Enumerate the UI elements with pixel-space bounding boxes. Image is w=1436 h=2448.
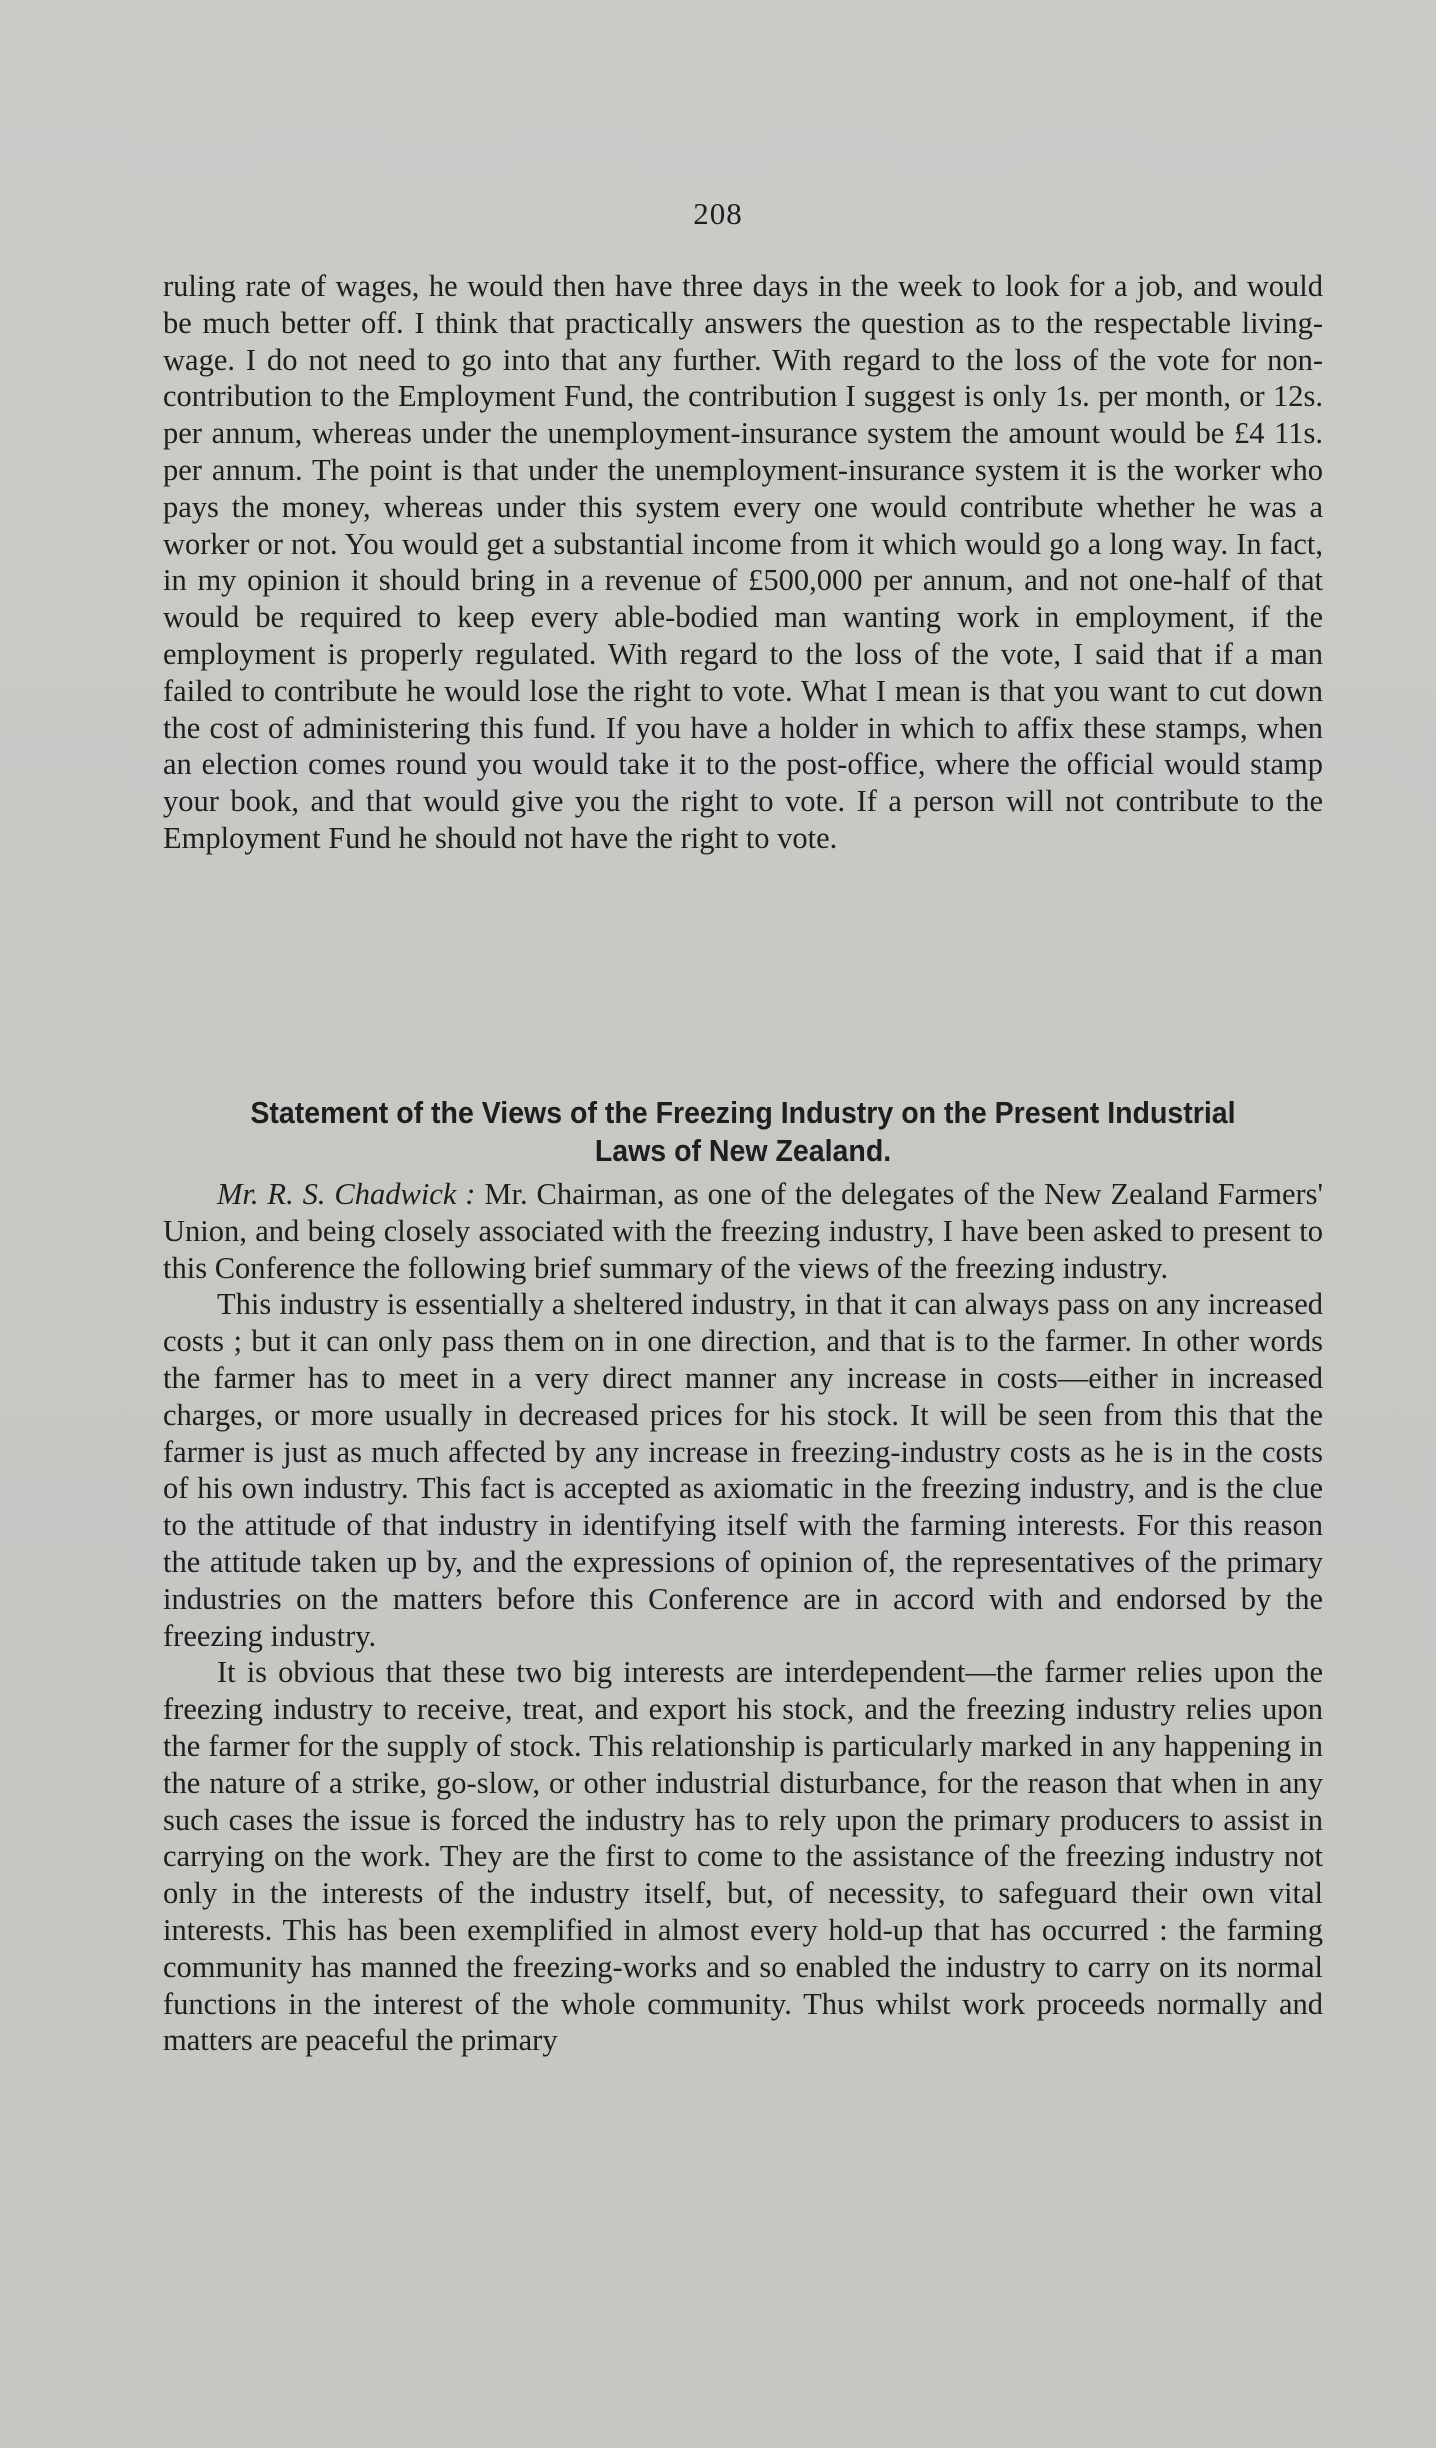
paragraph: This industry is essentially a sheltered industry, in that it can always pass on any increased costs ; but it can only pass them on in one direction, and that is to the farmer. In other words the farmer has to meet in a very direct manner any increase in costs—either in increased charges, or more usually in decreased prices for his stock. It will be seen from this that the farmer is just as much affected by any increase in freezing-industry costs as he is in the costs of his own industry. This fact is accepted as axiomatic in the freezing industry, and is the clue to the attitude of that industry in identifying itself with the farming interests. For this reason the attitude taken up by, and the expressions of opinion of, the representatives of the primary industries on the matters before this Conference are in accord with and endorsed by the freezing industry. [163,1287,1323,1653]
section-heading [209,1094,1276,1170]
page-number: 208 [693,196,743,231]
section-heading-line: Statement of the Views of the Freezing Industry on the Present Industrial [250,1095,1236,1130]
paragraph-text: Mr. Chairman, as one of the delegates of the New Zealand Farmers' Union, and being closely associated with the freezing industry, I have been asked to present to this Conference the following brief summary of the views of the freezing industry. [163,1177,1324,1285]
continuation-text [163,268,1323,857]
paragraph: ruling rate of wages, he would then have three days in the week to look for a job, and would be much better off. I think that practically answers the question as to the respectable living-wage. I do not need to go into that any further. With regard to the loss of the vote for non-contribution to the Employment Fund, the contribution I suggest is only 1s. per month, or 12s. per annum, whereas under the unemployment-insurance system the amount would be £4 11s. per annum. The point is that under the unemployment-insurance system it is the worker who pays the money, whereas under this system every one would contribute whether he was a worker or not. You would get a substantial income from it which would go a long way. In fact, in my opinion it should bring in a revenue of £500,000 per annum, and not one-half of that would be required to keep every able-bodied man wanting work in employment, if the employment is properly regulated. With regard to the loss of the vote, I said that if a man failed to contribute he would lose the right to vote. What I mean is that you want to cut down the cost of administering this fund. If you have a holder in which to affix these stamps, when an election comes round you would take it to the post-office, where the official would stamp your book, and that would give you the right to vote. If a person will not contribute to the Employment Fund he should not have the right to vote. [163,269,1323,855]
section-heading-line: Laws of New Zealand. [594,1133,892,1168]
statement-body [163,1176,1323,2059]
paragraph: It is obvious that these two big interests are interdependent—the farmer relies upon the freezing industry to receive, treat, and export his stock, and the freezing industry relies upon the farmer for the supply of stock. This relationship is particularly marked in any happening in the nature of a strike, go-slow, or other industrial disturbance, for the reason that when in any such cases the issue is forced the industry has to rely upon the primary producers to assist in carrying on the work. They are the first to come to the assistance of the freezing industry not only in the interests of the industry itself, but, of necessity, to safeguard their own vital interests. This has been exemplified in almost every hold-up that has occurred : the farming community has manned the freezing-works and so enabled the industry to carry on its normal functions in the interest of the whole community. Thus whilst work proceeds normally and matters are peaceful the primary [163,1655,1323,2058]
speaker-name: Mr. R. S. Chadwick : [217,1177,476,1211]
paragraph [163,1176,1323,1286]
